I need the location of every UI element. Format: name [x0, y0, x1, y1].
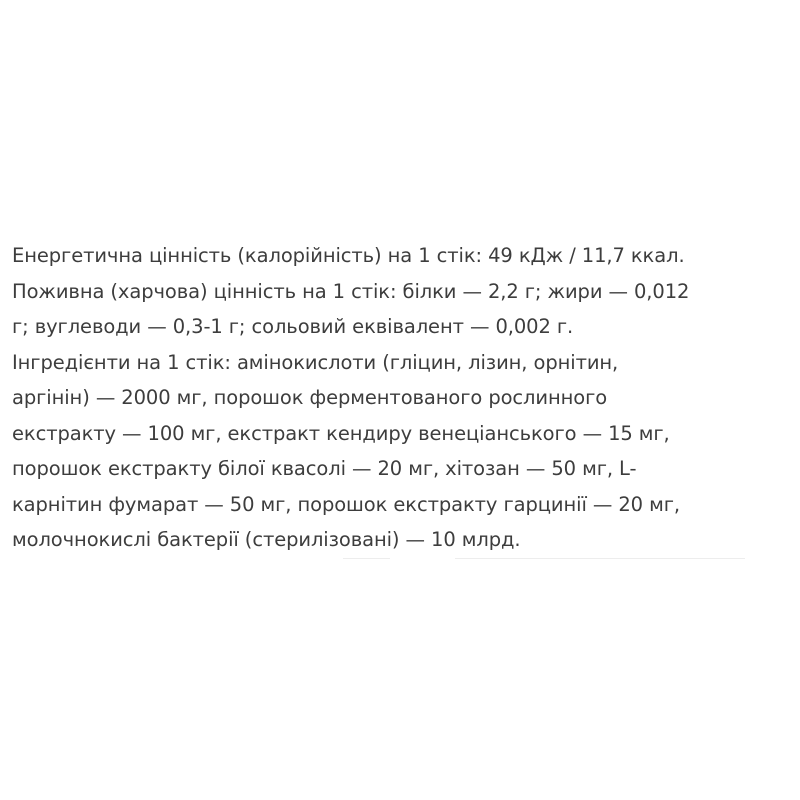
product-description	[12, 238, 788, 558]
divider-left	[343, 558, 390, 559]
text-line-ingredients: Інгредієнти на 1 стік: амінокислоти (гліцин, лізин, орнітин,	[12, 350, 619, 374]
divider-right	[455, 558, 745, 559]
text-line-ingredients-cont-1: аргінін) — 2000 мг, порошок ферментованого рослинного	[12, 386, 608, 409]
text-line-ingredients-cont-2: екстракту — 100 мг, екстракт кендиру венеціанського — 15 мг,	[12, 421, 670, 445]
text-line-energy: Енергетична цінність (калорійність) на 1 стік: 49 кДж / 11,7 ккал.	[12, 244, 685, 267]
text-line-ingredients-cont-4: карнітин фумарат — 50 мг, порошок екстракту гарцинії — 20 мг,	[12, 492, 680, 516]
text-line-nutrition: Поживна (харчова) цінність на 1 стік: білки — 2,2 г; жири — 0,012	[12, 279, 690, 303]
text-line-nutrition-cont: г; вуглеводи — 0,3-1 г; сольовий еквівалент — 0,002 г.	[12, 315, 574, 338]
text-line-ingredients-cont-5: молочнокислі бактерії (стерилізовані) — 10 млрд.	[12, 528, 521, 551]
text-line-ingredients-cont-3: порошок екстракту білої квасолі — 20 мг, хітозан — 50 мг, L-	[12, 457, 637, 480]
